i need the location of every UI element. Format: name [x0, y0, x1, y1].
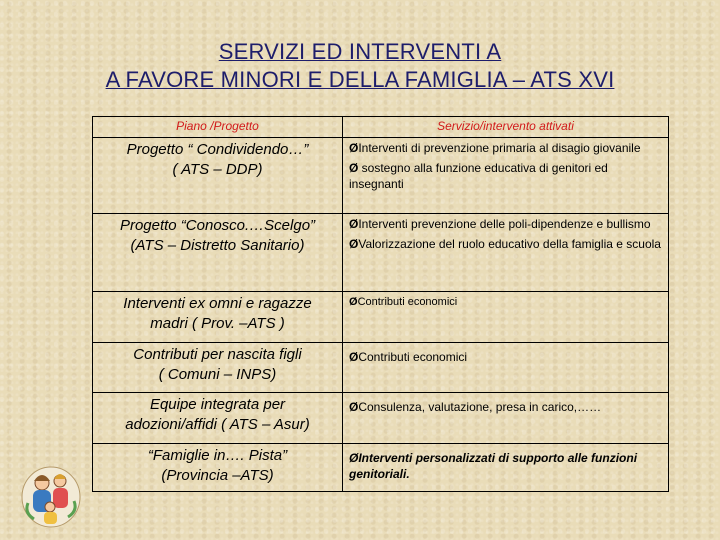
plan-cell	[93, 343, 343, 393]
arrow-bullet-icon: Ø	[349, 237, 359, 251]
service-item: ØInterventi personalizzati di supporto alle funzioni genitoriali.	[349, 451, 638, 481]
services-cell	[343, 292, 669, 343]
services-cell	[343, 343, 669, 393]
services-cell	[343, 138, 669, 214]
plan-agency: adozioni/affidi ( ATS – Asur)	[125, 416, 310, 433]
service-item: ØContributi economici	[349, 296, 458, 308]
plan-name: Progetto “Conosco.…Scelgo”	[119, 217, 316, 234]
service-item: ØInterventi di prevenzione primaria al disagio giovanile	[349, 141, 641, 155]
service-item: Ø sostegno alla funzione educativa di genitori ed insegnanti	[349, 161, 608, 191]
services-table	[92, 116, 669, 492]
arrow-bullet-icon: Ø	[349, 350, 359, 364]
family-illustration-icon	[20, 463, 82, 529]
table-row	[93, 343, 669, 393]
plan-name: Interventi ex omni e ragazze	[123, 295, 312, 312]
plan-cell	[93, 393, 343, 444]
plan-agency: ( ATS – DDP)	[172, 161, 263, 178]
service-item: ØInterventi prevenzione delle poli-dipendenze e bullismo	[349, 217, 651, 231]
arrow-bullet-icon: Ø	[349, 141, 359, 155]
plan-name: Contributi per nascita figli	[133, 346, 302, 363]
plan-name: “Famiglie in…. Pista”	[147, 447, 288, 464]
plan-agency: madri ( Prov. –ATS )	[150, 315, 285, 332]
plan-cell	[93, 214, 343, 292]
arrow-bullet-icon: Ø	[349, 296, 358, 308]
service-item: ØConsulenza, valutazione, presa in carico,……	[349, 400, 602, 414]
table-row	[93, 214, 669, 292]
plan-agency: ( Comuni – INPS)	[158, 366, 277, 383]
arrow-bullet-icon: Ø	[349, 217, 359, 231]
plan-agency: (ATS – Distretto Sanitario)	[130, 237, 305, 254]
title-line-2: A FAVORE MINORI E DELLA FAMIGLIA – ATS XVI	[105, 67, 615, 92]
plan-name: Progetto “ Condividendo…”	[126, 141, 309, 158]
table-row	[93, 393, 669, 444]
services-cell	[343, 214, 669, 292]
header-plan: Piano /Progetto	[93, 117, 343, 138]
plan-agency: (Provincia –ATS)	[161, 467, 274, 484]
header-services: Servizio/intervento attivati	[343, 117, 669, 138]
title-line-1: SERVIZI ED INTERVENTI A	[218, 39, 502, 64]
arrow-bullet-icon: Ø	[349, 400, 359, 414]
table-row	[93, 292, 669, 343]
table-row	[93, 444, 669, 492]
services-cell	[343, 444, 669, 492]
table-header-row	[93, 117, 669, 138]
services-cell	[343, 393, 669, 444]
table-row	[93, 138, 669, 214]
service-item: ØContributi economici	[349, 350, 468, 364]
arrow-bullet-icon: Ø	[349, 451, 359, 465]
plan-cell	[93, 292, 343, 343]
arrow-bullet-icon: Ø	[349, 161, 359, 175]
plan-cell	[93, 444, 343, 492]
slide-title	[0, 38, 720, 94]
plan-cell	[93, 138, 343, 214]
service-item: ØValorizzazione del ruolo educativo della famiglia e scuola	[349, 237, 661, 251]
plan-name: Equipe integrata per	[149, 396, 286, 413]
